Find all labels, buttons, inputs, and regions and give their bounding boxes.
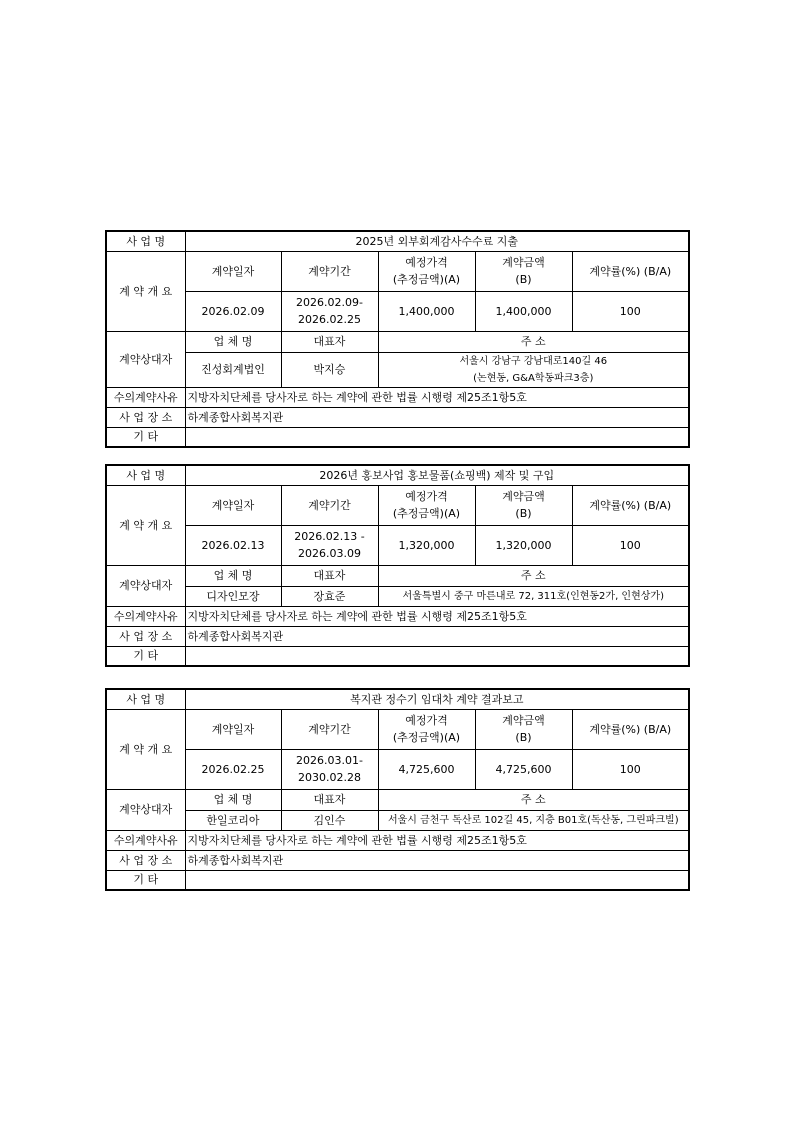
contract-amount-header: 계약금액 (B) xyxy=(475,709,572,749)
company-name-value: 한일코리아 xyxy=(185,810,281,830)
location-label: 사 업 장 소 xyxy=(106,407,185,427)
contract-period-value: 2026.02.13 - 2026.03.09 xyxy=(281,525,378,565)
etc-value xyxy=(185,870,689,890)
estimated-price-value: 1,400,000 xyxy=(378,291,475,331)
estimated-price-header: 예정가격 (추정금액)(A) xyxy=(378,251,475,291)
contract-table-1 xyxy=(105,230,690,448)
etc-label: 기 타 xyxy=(106,427,185,447)
contract-rate-value: 100 xyxy=(572,749,689,789)
contract-table-3 xyxy=(105,688,690,891)
contractor-label: 계약상대자 xyxy=(106,331,185,387)
address-header: 주 소 xyxy=(378,789,689,810)
contract-overview-label: 계 약 개 요 xyxy=(106,485,185,565)
company-name-header: 업 체 명 xyxy=(185,565,281,586)
contract-period-value: 2026.02.09- 2026.02.25 xyxy=(281,291,378,331)
project-name-value: 복지관 정수기 임대차 계약 결과보고 xyxy=(185,689,689,709)
location-value: 하계종합사회복지관 xyxy=(185,626,689,646)
representative-header: 대표자 xyxy=(281,331,378,352)
contract-date-value: 2026.02.09 xyxy=(185,291,281,331)
representative-value: 김인수 xyxy=(281,810,378,830)
contract-amount-value: 1,320,000 xyxy=(475,525,572,565)
contract-period-header: 계약기간 xyxy=(281,709,378,749)
contract-rate-header: 계약률(%) (B/A) xyxy=(572,485,689,525)
company-name-header: 업 체 명 xyxy=(185,331,281,352)
contract-table-2 xyxy=(105,464,690,667)
estimated-price-header: 예정가격 (추정금액)(A) xyxy=(378,485,475,525)
contract-date-header: 계약일자 xyxy=(185,485,281,525)
location-value: 하계종합사회복지관 xyxy=(185,407,689,427)
etc-label: 기 타 xyxy=(106,870,185,890)
estimated-price-value: 1,320,000 xyxy=(378,525,475,565)
reason-value: 지방자치단체를 당사자로 하는 계약에 관한 법률 시행령 제25조1항5호 xyxy=(185,830,689,850)
representative-header: 대표자 xyxy=(281,565,378,586)
representative-value: 장효준 xyxy=(281,586,378,606)
contract-overview-label: 계 약 개 요 xyxy=(106,709,185,789)
reason-label: 수의계약사유 xyxy=(106,387,185,407)
contract-amount-value: 1,400,000 xyxy=(475,291,572,331)
reason-label: 수의계약사유 xyxy=(106,606,185,626)
etc-value xyxy=(185,427,689,447)
contract-date-value: 2026.02.25 xyxy=(185,749,281,789)
contract-date-value: 2026.02.13 xyxy=(185,525,281,565)
representative-value: 박지승 xyxy=(281,352,378,387)
contractor-label: 계약상대자 xyxy=(106,565,185,606)
contract-rate-value: 100 xyxy=(572,291,689,331)
contract-date-header: 계약일자 xyxy=(185,709,281,749)
contract-period-value: 2026.03.01- 2030.02.28 xyxy=(281,749,378,789)
contract-amount-header: 계약금액 (B) xyxy=(475,251,572,291)
estimated-price-header: 예정가격 (추정금액)(A) xyxy=(378,709,475,749)
contract-period-header: 계약기간 xyxy=(281,251,378,291)
address-header: 주 소 xyxy=(378,331,689,352)
address-value: 서울시 강남구 강남대로140길 46 (논현동, G&A학동파크3층) xyxy=(378,352,689,387)
contractor-label: 계약상대자 xyxy=(106,789,185,830)
reason-value: 지방자치단체를 당사자로 하는 계약에 관한 법률 시행령 제25조1항5호 xyxy=(185,606,689,626)
project-name-label: 사 업 명 xyxy=(106,231,185,251)
location-label: 사 업 장 소 xyxy=(106,626,185,646)
contract-rate-value: 100 xyxy=(572,525,689,565)
representative-header: 대표자 xyxy=(281,789,378,810)
reason-label: 수의계약사유 xyxy=(106,830,185,850)
company-name-value: 디자인모장 xyxy=(185,586,281,606)
contract-period-header: 계약기간 xyxy=(281,485,378,525)
location-label: 사 업 장 소 xyxy=(106,850,185,870)
location-value: 하계종합사회복지관 xyxy=(185,850,689,870)
estimated-price-value: 4,725,600 xyxy=(378,749,475,789)
project-name-label: 사 업 명 xyxy=(106,689,185,709)
project-name-label: 사 업 명 xyxy=(106,465,185,485)
address-header: 주 소 xyxy=(378,565,689,586)
contract-date-header: 계약일자 xyxy=(185,251,281,291)
contract-rate-header: 계약률(%) (B/A) xyxy=(572,251,689,291)
contract-overview-label: 계 약 개 요 xyxy=(106,251,185,331)
address-value: 서울특별시 중구 마른내로 72, 311호(인현동2가, 인현상가) xyxy=(378,586,689,606)
company-name-header: 업 체 명 xyxy=(185,789,281,810)
contract-amount-value: 4,725,600 xyxy=(475,749,572,789)
etc-label: 기 타 xyxy=(106,646,185,666)
contract-rate-header: 계약률(%) (B/A) xyxy=(572,709,689,749)
project-name-value: 2025년 외부회계감사수수료 지출 xyxy=(185,231,689,251)
address-value: 서울시 금천구 독산로 102길 45, 지층 B01호(독산동, 그린파크빌) xyxy=(378,810,689,830)
contract-amount-header: 계약금액 (B) xyxy=(475,485,572,525)
etc-value xyxy=(185,646,689,666)
reason-value: 지방자치단체를 당사자로 하는 계약에 관한 법률 시행령 제25조1항5호 xyxy=(185,387,689,407)
company-name-value: 진성회계법인 xyxy=(185,352,281,387)
project-name-value: 2026년 홍보사업 홍보물품(쇼핑백) 제작 및 구입 xyxy=(185,465,689,485)
